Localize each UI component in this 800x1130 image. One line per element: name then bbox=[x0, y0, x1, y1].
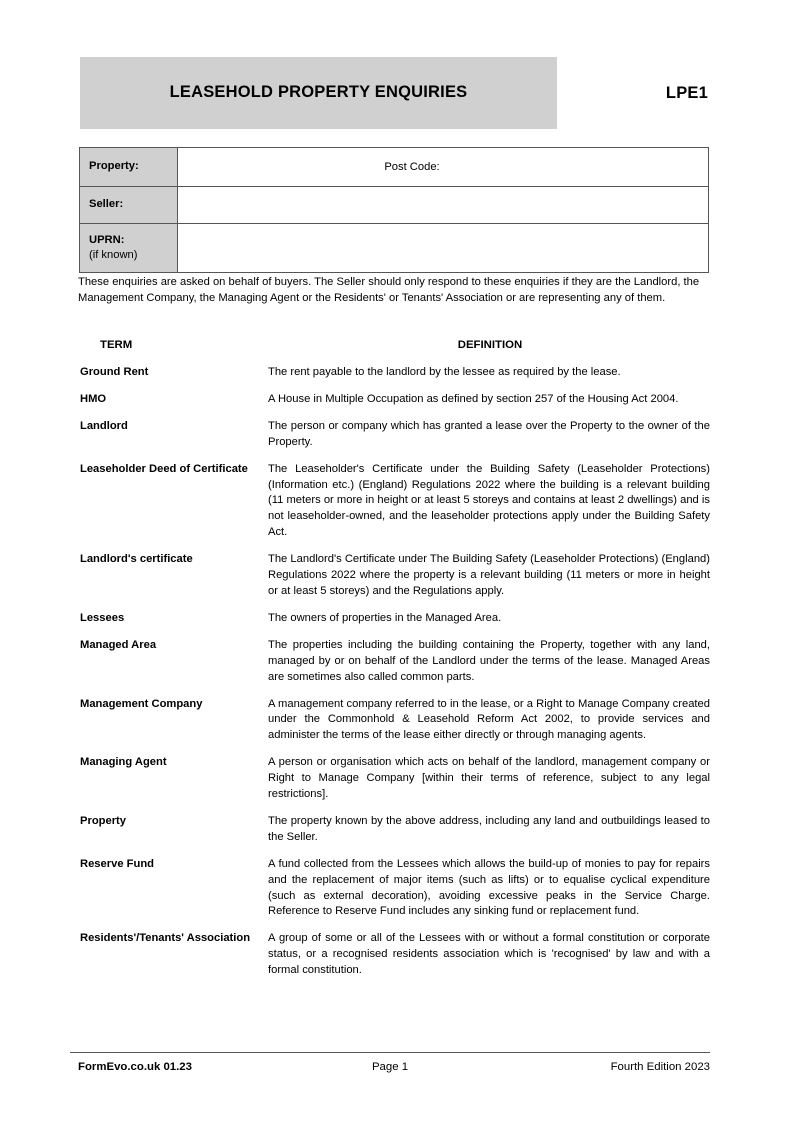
definition-term: Property bbox=[80, 814, 127, 827]
definition-column-header: DEFINITION bbox=[457, 339, 523, 351]
definition-term: Lessees bbox=[80, 611, 125, 624]
footer-page-number: Page 1 bbox=[371, 1061, 409, 1073]
definition-row bbox=[78, 419, 710, 451]
uprn-label bbox=[80, 224, 178, 273]
definition-term: Ground Rent bbox=[80, 366, 149, 378]
header-title-band bbox=[80, 57, 557, 129]
definition-text: A House in Multiple Occupation as defined by section 257 of the Housing Act 2004. bbox=[268, 392, 679, 405]
seller-value-cell[interactable] bbox=[178, 187, 709, 224]
definition-term: Landlord bbox=[80, 419, 128, 432]
definition-text: The Landlord's Certificate under The Building Safety (Leaseholder Protections) (England) Regulations 2022 where the property is a relevant building (11 meters or more in height or at least 5 storeys) and the Regulations apply. bbox=[268, 553, 710, 597]
property-value-cell[interactable] bbox=[178, 148, 709, 187]
form-code: LPE1 bbox=[665, 83, 708, 102]
definition-row bbox=[78, 931, 710, 979]
definition-term: Managing Agent bbox=[80, 756, 167, 769]
table-row-property bbox=[80, 148, 709, 187]
footer-divider bbox=[70, 1052, 710, 1053]
definition-term: Residents'/Tenants' Association bbox=[80, 932, 251, 945]
definition-text: The property known by the above address, including any land and outbuildings leased to the Seller. bbox=[268, 814, 710, 843]
definition-text: The rent payable to the landlord by the lessee as required by the lease. bbox=[268, 366, 621, 378]
definitions-list bbox=[78, 365, 710, 990]
definition-row bbox=[78, 611, 710, 627]
definition-text: A management company referred to in the lease, or a Right to Manage Company created under the Commonhold & Leasehold Reform Act 2002, to provide services and administer the terms of the lease either directly or through managing agents. bbox=[268, 697, 710, 742]
definition-text: A group of some or all of the Lessees with or without a formal constitution or corporate status, or a recognised residents association which is 'recognised' by law and with a formal constitution. bbox=[268, 932, 710, 977]
definition-term: Landlord's certificate bbox=[80, 553, 193, 566]
intro-paragraph: These enquiries are asked on behalf of buyers. The Seller should only respond to these enquiries if they are the Landlord, the Management Company, the Managing Agent or the Residents' or Tenants' Association or are representing any of them. bbox=[78, 276, 700, 305]
definition-text: The properties including the building containing the Property, together with any land, managed by or on behalf of the Landlord under the terms of the lease. Managed Areas are sometimes also called common parts. bbox=[268, 638, 710, 683]
uprn-label-main: UPRN: bbox=[89, 233, 125, 246]
table-row-uprn bbox=[80, 224, 709, 273]
definition-row bbox=[78, 552, 710, 600]
page-title: LEASEHOLD PROPERTY ENQUIRIES bbox=[169, 83, 468, 102]
definition-row bbox=[78, 814, 710, 846]
definition-text: The person or company which has granted a lease over the Property to the owner of the Property. bbox=[268, 419, 710, 448]
term-column-header: TERM bbox=[100, 339, 133, 351]
definition-term: HMO bbox=[80, 392, 107, 405]
document-header bbox=[80, 57, 708, 129]
definition-text: A person or organisation which acts on behalf of the landlord, management company or Right to Manage Company [within their terms of reference, subject to any legal restrictions]. bbox=[268, 756, 710, 801]
document-footer bbox=[70, 1061, 710, 1077]
definition-row bbox=[78, 697, 710, 745]
definition-row bbox=[78, 755, 710, 803]
definition-row bbox=[78, 392, 710, 408]
footer-edition: Fourth Edition 2023 bbox=[610, 1061, 710, 1073]
definition-row bbox=[78, 857, 710, 921]
definition-term: Managed Area bbox=[80, 638, 157, 651]
property-label: Property: bbox=[80, 148, 178, 187]
definition-term: Reserve Fund bbox=[80, 857, 154, 870]
definition-column-headers bbox=[78, 339, 710, 353]
definition-text: The Leaseholder's Certificate under the Building Safety (Leaseholder Protections) (Information etc.) (England) Regulations 2022 where the building is a relevant building (11 meters or more in height or at least 5 storeys and contains at least 2 dwellings) and is not leaseholder-owned, and the leaseholder protections apply under the Building Safety Act. bbox=[268, 462, 710, 539]
uprn-label-sub: (if known) bbox=[89, 249, 138, 261]
table-row-seller bbox=[80, 187, 709, 224]
definition-row bbox=[78, 462, 710, 542]
definition-text: The owners of properties in the Managed Area. bbox=[268, 611, 502, 624]
seller-label: Seller: bbox=[80, 187, 178, 224]
uprn-value-cell[interactable] bbox=[178, 224, 709, 273]
property-details-table bbox=[79, 147, 709, 273]
definition-text: A fund collected from the Lessees which allows the build-up of monies to pay for repairs and the replacement of major items (such as lifts) or to equalise cyclical expenditure (such as external decoration), avoiding excessive peaks in the Service Charge. Reference to Reserve Fund includes any sinking fund or replacement fund. bbox=[268, 857, 710, 918]
post-code-label: Post Code: bbox=[384, 161, 440, 173]
definition-row bbox=[78, 638, 710, 686]
definition-row bbox=[78, 365, 710, 381]
definition-term: Management Company bbox=[80, 697, 203, 710]
footer-source: FormEvo.co.uk 01.23 bbox=[78, 1061, 192, 1073]
definition-term: Leaseholder Deed of Certificate bbox=[80, 462, 248, 475]
